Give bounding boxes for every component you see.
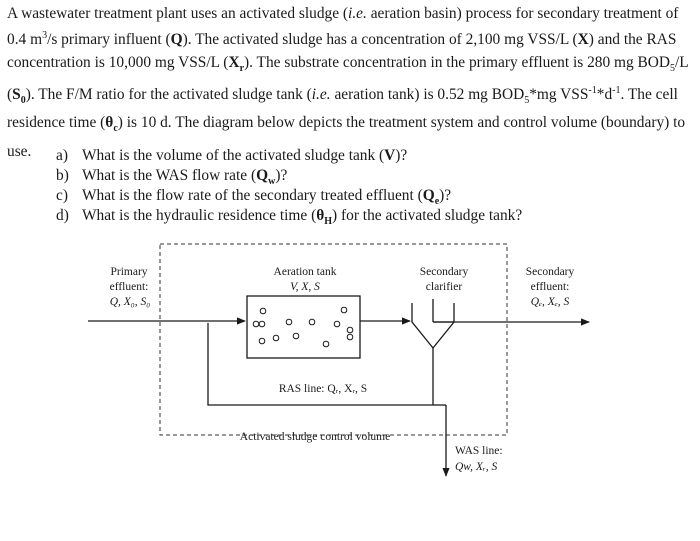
secondary-effluent-label-2: effluent: [530,281,570,293]
question-text: What is the volume of the activated sludge tank (V)? [82,147,408,164]
aeration-tank [247,296,360,358]
question-letter: c) [56,187,68,204]
clarifier-label: Secondary [419,266,469,278]
ras-line-label: RAS line: Qᵣ, Xᵣ, S [278,383,368,395]
clarifier-label-2: clarifier [425,281,463,293]
question-text: What is the WAS flow rate $(Q_w)$? [82,167,288,188]
question-text: What is the flow rate of the secondary treated effluent $(Q_e)$? [82,187,452,208]
question-letter: d) [56,207,69,224]
was-line-vars: Qw, Xᵣ, S [455,461,498,473]
control-volume-label: Activated sludge control volume [239,431,391,443]
was-line-label: WAS line: [455,445,503,457]
question-letter: b) [56,167,69,184]
primary-effluent-vars: Q, X₀, S₀ [109,296,151,308]
question-letter: a) [56,147,68,164]
primary-effluent-label-2: effluent: [109,281,149,293]
problem-statement: A wastewater treatment plant uses an activated sludge (i.e. aeration basin) process for secondary treatment of 0.4 $m^3/s$ primary influent (Q). The activated sludge has a concentration of 2,100 mg VSS/L (X) and the RAS concentration is 10,000 mg VSS/L $(X_r)$. The substrate concentration in the primary effluent is 280 mg $BOD_5/L$ $(S_0)$. The F/M ratio for the activated sludge tank (i.e. aeration tank) is 0.52 mg $BOD_5*mg$ $VSS^{-1}*d^{-1}$. The cell residence time $(\theta_c)$ is 10 d. The diagram below depicts the treatment system and control volume (boundary) to use. [7,5,689,160]
aeration-bubbles [253,307,353,347]
primary-effluent-label: Primary [110,266,148,278]
question-text: What is the hydraulic residence time $(\theta_H)$ for the activated sludge tank? [82,207,523,228]
secondary-effluent-vars: Qₑ, Xₑ, S [530,296,570,308]
secondary-effluent-label: Secondary [525,266,575,278]
aeration-tank-label: Aeration tank [273,266,337,278]
aeration-tank-vars: V, X, S [290,281,320,293]
